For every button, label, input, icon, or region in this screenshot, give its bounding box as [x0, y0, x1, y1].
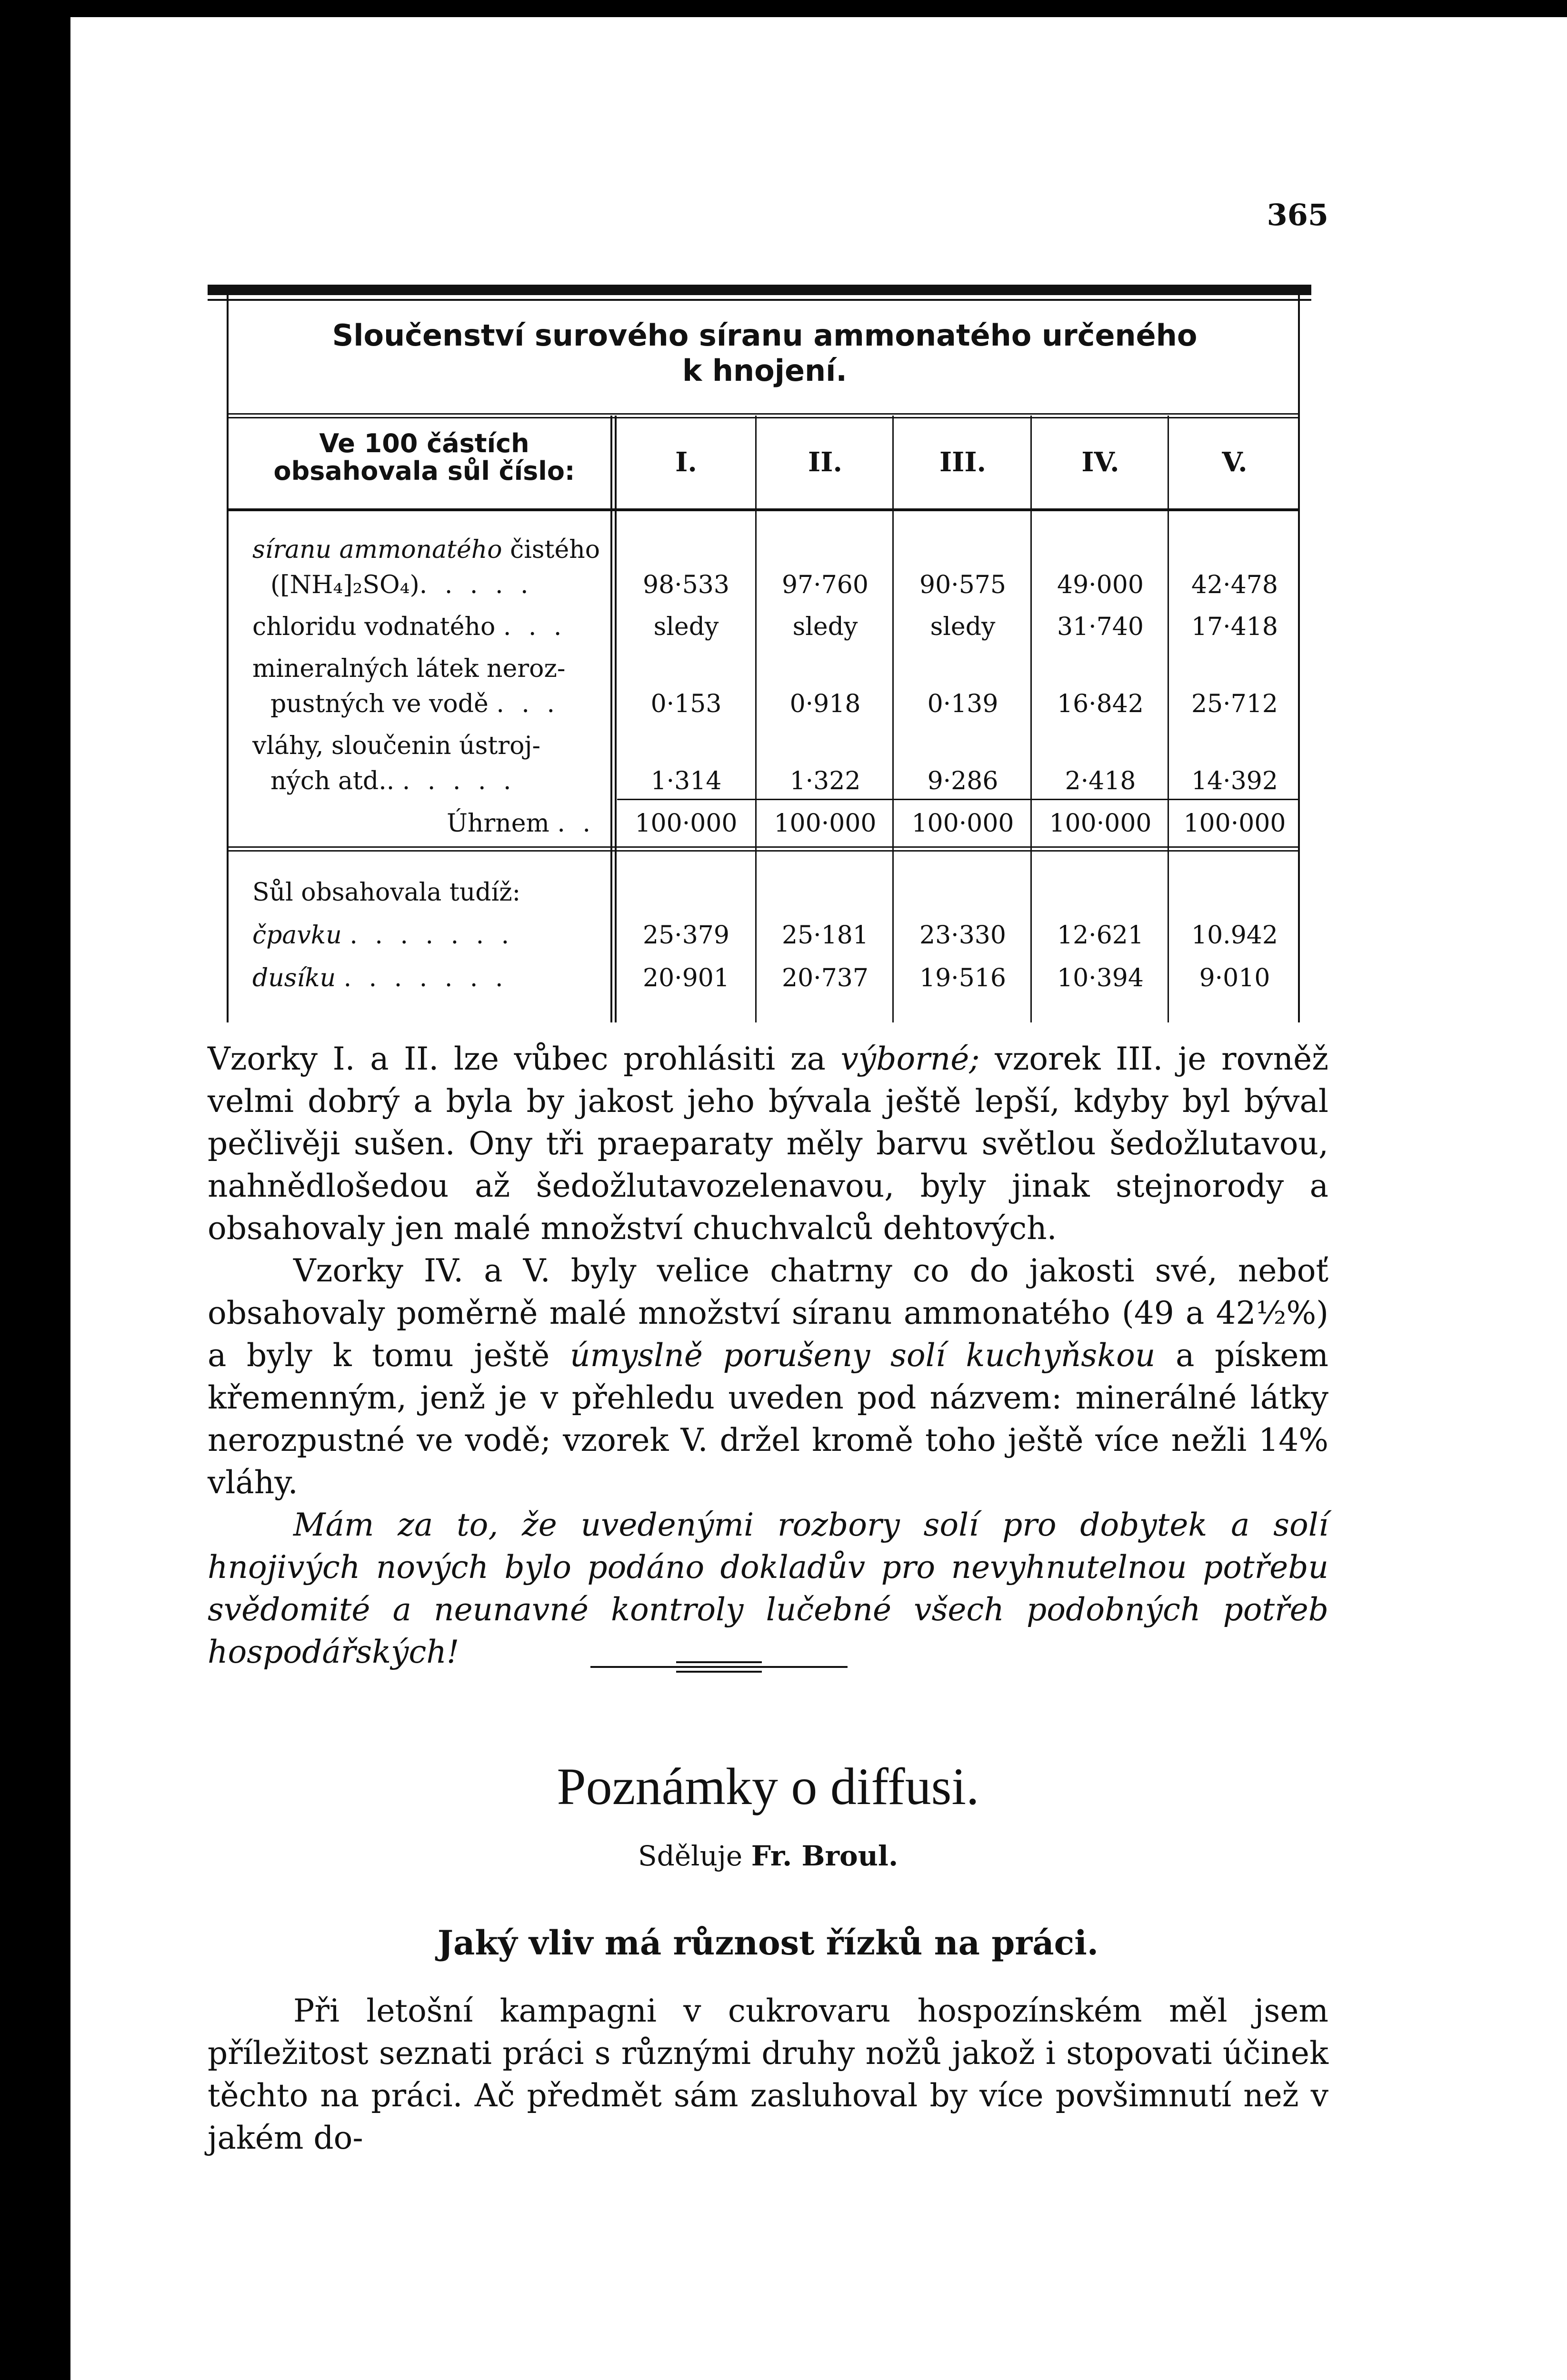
- row-label-italic: dusíku: [252, 964, 336, 992]
- header-label-line1: Ve 100 částích: [319, 428, 529, 458]
- composition-table: [208, 285, 1311, 1022]
- row-label-text: mineralných látek neroz-: [252, 654, 566, 683]
- paragraph-text: Vzorky I. a II. lze vůbec prohlásiti za: [208, 1041, 841, 1077]
- byline: [208, 1840, 1328, 1872]
- column-header: V.: [1222, 446, 1248, 478]
- table-right-border: [1298, 295, 1300, 1022]
- analysis-paragraphs: [208, 1038, 1328, 1673]
- total-label-text: Úhrnem: [447, 809, 549, 838]
- total-cell: 100·000: [774, 809, 877, 838]
- total-label: [252, 806, 595, 841]
- section-divider: [590, 1666, 848, 1668]
- col-divider-1b: [615, 416, 617, 1022]
- row-label-italic: síranu ammonatého: [252, 536, 502, 564]
- header-rule-2: [229, 417, 1298, 418]
- table-title-line2: k hnojení.: [682, 353, 847, 388]
- section-divider-accent: [676, 1661, 762, 1663]
- table-cell: 1·322: [789, 767, 861, 795]
- column-head-rule: [229, 508, 1298, 511]
- header-row-label: [236, 430, 612, 485]
- table-top-rule: [208, 285, 1311, 295]
- leader-dots: . . .: [496, 690, 559, 718]
- paragraph-emphasis: výborné;: [840, 1041, 980, 1077]
- row-label-moisture: [252, 728, 614, 799]
- table-cell: 19·516: [919, 964, 1006, 992]
- leader-dots: . .: [557, 809, 595, 838]
- row-label-text-2: pustných ve vodě: [270, 690, 489, 718]
- scan-border-left: [0, 0, 70, 2380]
- row-label-ammonia: [252, 918, 614, 953]
- table-cell: 10·394: [1057, 964, 1144, 992]
- header-label-line2: obsahovala sůl číslo:: [273, 456, 575, 486]
- table-cell: 12·621: [1057, 921, 1144, 950]
- table-cell: 16·842: [1057, 690, 1144, 718]
- table-cell: 42·478: [1191, 571, 1278, 599]
- leader-dots: . . . . .: [402, 767, 516, 795]
- table-title: [236, 318, 1293, 388]
- column-header: III.: [939, 446, 987, 478]
- table-cell: 17·418: [1191, 613, 1278, 641]
- table-cell: 20·737: [782, 964, 868, 992]
- paragraph-conclusion: Mám za to, že uvedenými rozbory solí pro dobytek a solí hnojivých nových bylo podáno dokladův pro nevyhnutelnou potřebu svědomité a neunavné kontroly lučebné všech podobných potřeb hospodářských!: [208, 1507, 1328, 1670]
- author-name: Fr. Broul.: [751, 1840, 898, 1872]
- byline-prefix: Sděluje: [638, 1840, 743, 1872]
- paragraph: Při letošní kampagni v cukrovaru hospozínském měl jsem příležitost seznati práci s různými druhy nožů jakož i stopovati účinek těchto na práci. Ač předmět sám zasluhoval by více povšimnutí než v jakém do-: [208, 1993, 1328, 2156]
- column-header: IV.: [1081, 446, 1119, 478]
- article-body: [208, 1990, 1328, 2159]
- subtotal-rule: [617, 799, 1298, 800]
- row-label-text-2: ných atd..: [270, 767, 395, 795]
- table-cell: 98·533: [643, 571, 729, 599]
- section-rule: [229, 846, 1298, 848]
- total-cell: 100·000: [1049, 809, 1152, 838]
- table-cell: 10.942: [1191, 921, 1278, 950]
- table-cell: 2·418: [1065, 767, 1136, 795]
- table-cell: 9·286: [927, 767, 998, 795]
- paragraph: [208, 1038, 1328, 1250]
- table-cell: 90·575: [919, 571, 1006, 599]
- section2-label: Sůl obsahovala tudíž:: [252, 878, 521, 907]
- article-title: Poznámky o diffusi.: [557, 1757, 979, 1815]
- section-rule-2: [229, 850, 1298, 852]
- paragraph-text: Vzorky IV. a V. byly velice chatrny co do jakosti své, neboť obsahovaly poměrně malé množství síranu ammonatého (49 a 42½%) a byly k tomu ještě: [208, 1252, 1328, 1374]
- leader-dots: . . . . .: [419, 571, 533, 599]
- row-label-chloride: [252, 609, 614, 645]
- total-cell: 100·000: [911, 809, 1014, 838]
- table-cell: 25·712: [1191, 690, 1278, 718]
- row-label-nitrogen: [252, 961, 614, 996]
- row-label-text: vláhy, sloučenin ústroj-: [252, 732, 541, 760]
- table-cell: sledy: [653, 613, 719, 641]
- table-cell: 25·379: [643, 921, 729, 950]
- table-cell: 0·153: [650, 690, 722, 718]
- section-heading: Jaký vliv má různost řízků na práci.: [437, 1923, 1099, 1963]
- table-cell: 9·010: [1199, 964, 1270, 992]
- column-header: II.: [808, 446, 842, 478]
- leader-dots: . . . . . . .: [349, 921, 514, 950]
- header-rule: [229, 413, 1298, 415]
- table-cell: 25·181: [782, 921, 868, 950]
- table-cell: 97·760: [782, 571, 868, 599]
- table-left-border: [227, 295, 229, 1022]
- row-label-sulfate: [252, 532, 614, 603]
- table-cell: 14·392: [1191, 767, 1278, 795]
- table-top-rule-thin: [208, 299, 1311, 301]
- table-cell: 20·901: [643, 964, 729, 992]
- column-header: I.: [675, 446, 697, 478]
- table-cell: 31·740: [1057, 613, 1144, 641]
- table-cell: sledy: [930, 613, 996, 641]
- paragraph-emphasis: úmyslně porušeny solí kuchyňskou: [570, 1337, 1156, 1374]
- table-cell: 1·314: [650, 767, 722, 795]
- table-cell: 0·139: [927, 690, 998, 718]
- scan-border-top: [0, 0, 1567, 17]
- section-divider-accent: [676, 1671, 762, 1673]
- leader-dots: . . .: [503, 613, 567, 641]
- table-cell: 0·918: [789, 690, 861, 718]
- total-cell: 100·000: [635, 809, 738, 838]
- page-number: 365: [1267, 198, 1328, 232]
- paragraph-text: vzorek III. je rovněž velmi dobrý a byla by jakost jeho bývala ještě lepší, kdyby byl býval pečlivěji sušen. Ony tři praeparaty měly barvu světlou šedožlutavou, nahnědlošedou až šedožlutavozelenavou, byly jinak stejnorody a obsahovaly jen malé množství chuchvalců dehtových.: [208, 1041, 1328, 1247]
- row-label-formula: ([NH₄]₂SO₄): [270, 571, 419, 599]
- row-label-minerals: [252, 651, 614, 722]
- row-label-italic: čpavku: [252, 921, 342, 950]
- table-cell: 49·000: [1057, 571, 1144, 599]
- row-label-text: chloridu vodnatého: [252, 613, 496, 641]
- row-label-rest: čistého: [502, 536, 600, 564]
- table-cell: 23·330: [919, 921, 1006, 950]
- paragraph: [208, 1250, 1328, 1504]
- total-cell: 100·000: [1183, 809, 1286, 838]
- paragraph-text: a pískem křemenným, jenž je v přehledu uveden pod názvem: minerálné látky nerozpustné ve vodě; vzorek V. držel kromě toho ještě více nežli 14% vláhy.: [208, 1337, 1328, 1501]
- table-cell: sledy: [792, 613, 858, 641]
- leader-dots: . . . . . . .: [343, 964, 508, 992]
- table-title-line1: Sloučenství surového síranu ammonatého určeného: [332, 318, 1198, 353]
